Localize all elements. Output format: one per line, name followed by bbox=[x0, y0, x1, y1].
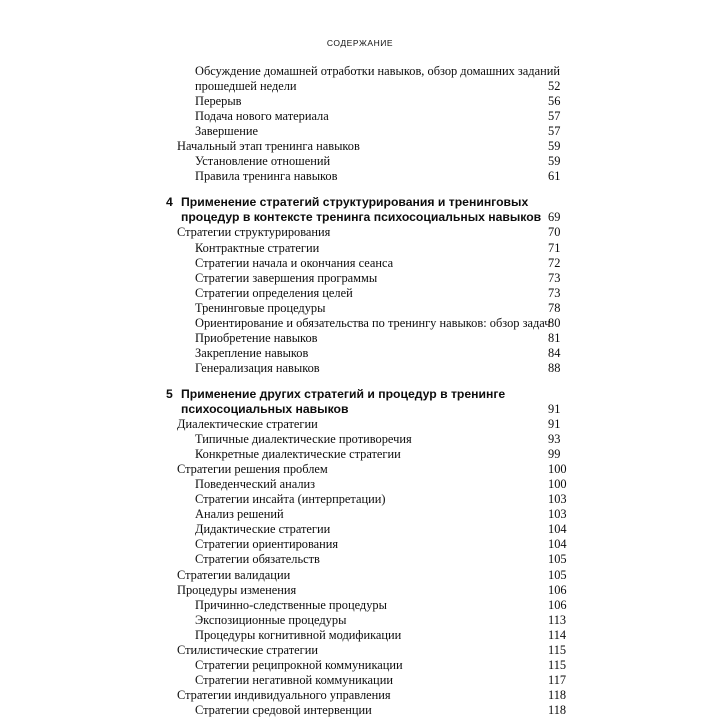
toc-entry-label: Подача нового материала bbox=[195, 109, 329, 124]
toc-entry-label: Установление отношений bbox=[195, 154, 331, 169]
toc-entry-row[interactable] bbox=[0, 124, 720, 139]
toc-page-number: 73 bbox=[548, 285, 561, 300]
toc-page-number: 106 bbox=[548, 597, 567, 612]
toc-page-number: 103 bbox=[548, 492, 567, 507]
toc-entry-label: Процедуры когнитивной модификации bbox=[195, 627, 402, 642]
toc-entry-row[interactable] bbox=[0, 673, 720, 688]
toc-entry-label: Стратегии индивидуального управления bbox=[177, 687, 391, 702]
toc-entry-row[interactable] bbox=[0, 241, 720, 256]
toc-entry-row[interactable] bbox=[0, 658, 720, 673]
toc-page-number: 52 bbox=[548, 79, 561, 94]
toc-chapter-number: 5 bbox=[166, 386, 173, 401]
toc-page-number: 118 bbox=[548, 687, 567, 702]
toc-entry-label: Стратегии ориентирования bbox=[195, 537, 339, 552]
toc-entry-row[interactable] bbox=[0, 301, 720, 316]
toc-entry-row[interactable] bbox=[0, 139, 720, 154]
toc-entry-label: Причинно-следственные процедуры bbox=[195, 597, 387, 612]
toc-chapter-title-line2: психосоциальных навыков bbox=[181, 401, 349, 416]
toc-entry-row[interactable] bbox=[0, 346, 720, 361]
toc-entry-label: Стратегии негативной коммуникации bbox=[195, 672, 393, 687]
toc-page-number: 115 bbox=[548, 642, 567, 657]
toc-entry-row[interactable] bbox=[0, 462, 720, 477]
toc-entry-label: Конкретные диалектические стратегии bbox=[195, 447, 401, 462]
table-of-contents bbox=[0, 64, 720, 718]
toc-page-number: 117 bbox=[548, 672, 567, 687]
toc-entry-row[interactable] bbox=[0, 154, 720, 169]
toc-entry-label: Стратегии решения проблем bbox=[177, 462, 328, 477]
toc-page-number: 105 bbox=[548, 567, 567, 582]
toc-entry-row[interactable] bbox=[0, 447, 720, 462]
toc-page-number: 93 bbox=[548, 432, 561, 447]
toc-entry-row[interactable] bbox=[0, 432, 720, 447]
toc-chapter-title-continuation[interactable] bbox=[0, 210, 720, 225]
toc-entry-label: Перерыв bbox=[195, 94, 242, 109]
toc-entry-label: Тренинговые процедуры bbox=[195, 300, 326, 315]
toc-entry-row[interactable] bbox=[0, 628, 720, 643]
toc-entry-label: Диалектические стратегии bbox=[177, 417, 318, 432]
toc-page-number: 88 bbox=[548, 360, 561, 375]
toc-entry-row[interactable] bbox=[0, 94, 720, 109]
toc-chapter-title-continuation[interactable] bbox=[0, 402, 720, 417]
toc-page-number: 69 bbox=[548, 210, 561, 225]
toc-page-number: 118 bbox=[548, 702, 567, 717]
toc-chapter-number: 4 bbox=[166, 195, 173, 210]
toc-entry-continuation[interactable] bbox=[0, 79, 720, 94]
running-head: СОДЕРЖАНИЕ bbox=[326, 38, 394, 48]
toc-entry-label: Дидактические стратегии bbox=[195, 522, 331, 537]
toc-page-number: 100 bbox=[548, 477, 567, 492]
toc-entry-label: Генерализация навыков bbox=[195, 360, 320, 375]
toc-entry-label: Ориентирование и обязательства по тренингу навыков: обзор задач bbox=[195, 315, 551, 330]
toc-page-number: 115 bbox=[548, 657, 567, 672]
toc-entry-row[interactable] bbox=[0, 331, 720, 346]
toc-spacer bbox=[0, 376, 720, 387]
toc-chapter-title: Применение других стратегий и процедур в тренинге bbox=[181, 386, 506, 401]
toc-entry-row[interactable] bbox=[0, 64, 720, 79]
toc-page-number: 106 bbox=[548, 582, 567, 597]
toc-chapter-row[interactable] bbox=[0, 387, 720, 402]
toc-entry-row[interactable] bbox=[0, 703, 720, 718]
toc-page-number: 91 bbox=[548, 401, 561, 416]
toc-entry-label: Приобретение навыков bbox=[195, 330, 318, 345]
toc-page-number: 61 bbox=[548, 169, 561, 184]
toc-entry-label: Стилистические стратегии bbox=[177, 642, 318, 657]
toc-entry-row[interactable] bbox=[0, 522, 720, 537]
toc-entry-label: Процедуры изменения bbox=[177, 582, 297, 597]
toc-page-number: 70 bbox=[548, 225, 561, 240]
toc-chapter-title-line2: процедур в контексте тренинга психосоциальных навыков bbox=[181, 210, 542, 225]
toc-entry-label: Стратегии определения целей bbox=[195, 285, 353, 300]
toc-page-number: 81 bbox=[548, 330, 561, 345]
toc-entry-row[interactable] bbox=[0, 583, 720, 598]
toc-entry-row[interactable] bbox=[0, 537, 720, 552]
toc-entry-label: прошедшей недели bbox=[195, 79, 297, 94]
toc-entry-label: Стратегии обязательств bbox=[195, 552, 320, 567]
toc-entry-label: Типичные диалектические противоречия bbox=[195, 432, 412, 447]
toc-page-number: 78 bbox=[548, 300, 561, 315]
toc-chapter-title: Применение стратегий структурирования и тренинговых bbox=[181, 195, 529, 210]
toc-entry-row[interactable] bbox=[0, 316, 720, 331]
toc-entry-label: Стратегии структурирования bbox=[177, 225, 331, 240]
toc-entry-row[interactable] bbox=[0, 507, 720, 522]
toc-entry-label: Поведенческий анализ bbox=[195, 477, 316, 492]
toc-page-number: 80 bbox=[548, 315, 561, 330]
toc-entry-row[interactable] bbox=[0, 613, 720, 628]
toc-entry-label: Закрепление навыков bbox=[195, 345, 309, 360]
toc-page-number: 105 bbox=[548, 552, 567, 567]
toc-page-number: 100 bbox=[548, 462, 567, 477]
toc-page-number: 113 bbox=[548, 612, 567, 627]
toc-page-number: 99 bbox=[548, 447, 561, 462]
toc-entry-label: Начальный этап тренинга навыков bbox=[177, 139, 360, 154]
toc-entry-row[interactable] bbox=[0, 598, 720, 613]
toc-entry-label: Завершение bbox=[195, 124, 258, 139]
toc-entry-label: Анализ решений bbox=[195, 507, 284, 522]
toc-entry-label: Стратегии реципрокной коммуникации bbox=[195, 657, 403, 672]
toc-entry-label: Стратегии валидации bbox=[177, 567, 291, 582]
toc-spacer bbox=[0, 184, 720, 195]
toc-entry-label: Стратегии средовой интервенции bbox=[195, 702, 372, 717]
toc-chapter-row[interactable] bbox=[0, 195, 720, 210]
toc-page-number: 104 bbox=[548, 522, 567, 537]
toc-entry-row[interactable] bbox=[0, 169, 720, 184]
toc-entry-row[interactable] bbox=[0, 286, 720, 301]
toc-entry-label: Обсуждение домашней отработки навыков, обзор домашних заданий bbox=[195, 64, 561, 78]
toc-entry-row[interactable] bbox=[0, 271, 720, 286]
toc-page-number: 72 bbox=[548, 255, 561, 270]
toc-entry-row[interactable] bbox=[0, 552, 720, 567]
toc-page-number: 104 bbox=[548, 537, 567, 552]
toc-page-number: 59 bbox=[548, 154, 561, 169]
toc-page-number: 57 bbox=[548, 109, 561, 124]
toc-entry-row[interactable] bbox=[0, 688, 720, 703]
toc-entry-label: Правила тренинга навыков bbox=[195, 169, 338, 184]
toc-entry-label: Стратегии завершения программы bbox=[195, 270, 378, 285]
toc-page-number: 59 bbox=[548, 139, 561, 154]
toc-entry-row[interactable] bbox=[0, 477, 720, 492]
toc-page-number: 71 bbox=[548, 240, 561, 255]
toc-page-number: 114 bbox=[548, 627, 567, 642]
toc-entry-label: Стратегии инсайта (интерпретации) bbox=[195, 492, 386, 507]
toc-entry-row[interactable] bbox=[0, 643, 720, 658]
toc-entry-row[interactable] bbox=[0, 361, 720, 376]
toc-page-number: 73 bbox=[548, 270, 561, 285]
toc-entry-row[interactable] bbox=[0, 109, 720, 124]
toc-entry-row[interactable] bbox=[0, 568, 720, 583]
toc-page-number: 56 bbox=[548, 94, 561, 109]
toc-entry-row[interactable] bbox=[0, 492, 720, 507]
toc-entry-label: Экспозиционные процедуры bbox=[195, 612, 347, 627]
toc-page-number: 91 bbox=[548, 417, 561, 432]
toc-page-number: 84 bbox=[548, 345, 561, 360]
toc-entry-row[interactable] bbox=[0, 225, 720, 240]
toc-page-number: 57 bbox=[548, 124, 561, 139]
toc-entry-row[interactable] bbox=[0, 256, 720, 271]
toc-entry-row[interactable] bbox=[0, 417, 720, 432]
toc-entry-label: Стратегии начала и окончания сеанса bbox=[195, 255, 394, 270]
toc-page-number: 103 bbox=[548, 507, 567, 522]
toc-entry-label: Контрактные стратегии bbox=[195, 240, 320, 255]
